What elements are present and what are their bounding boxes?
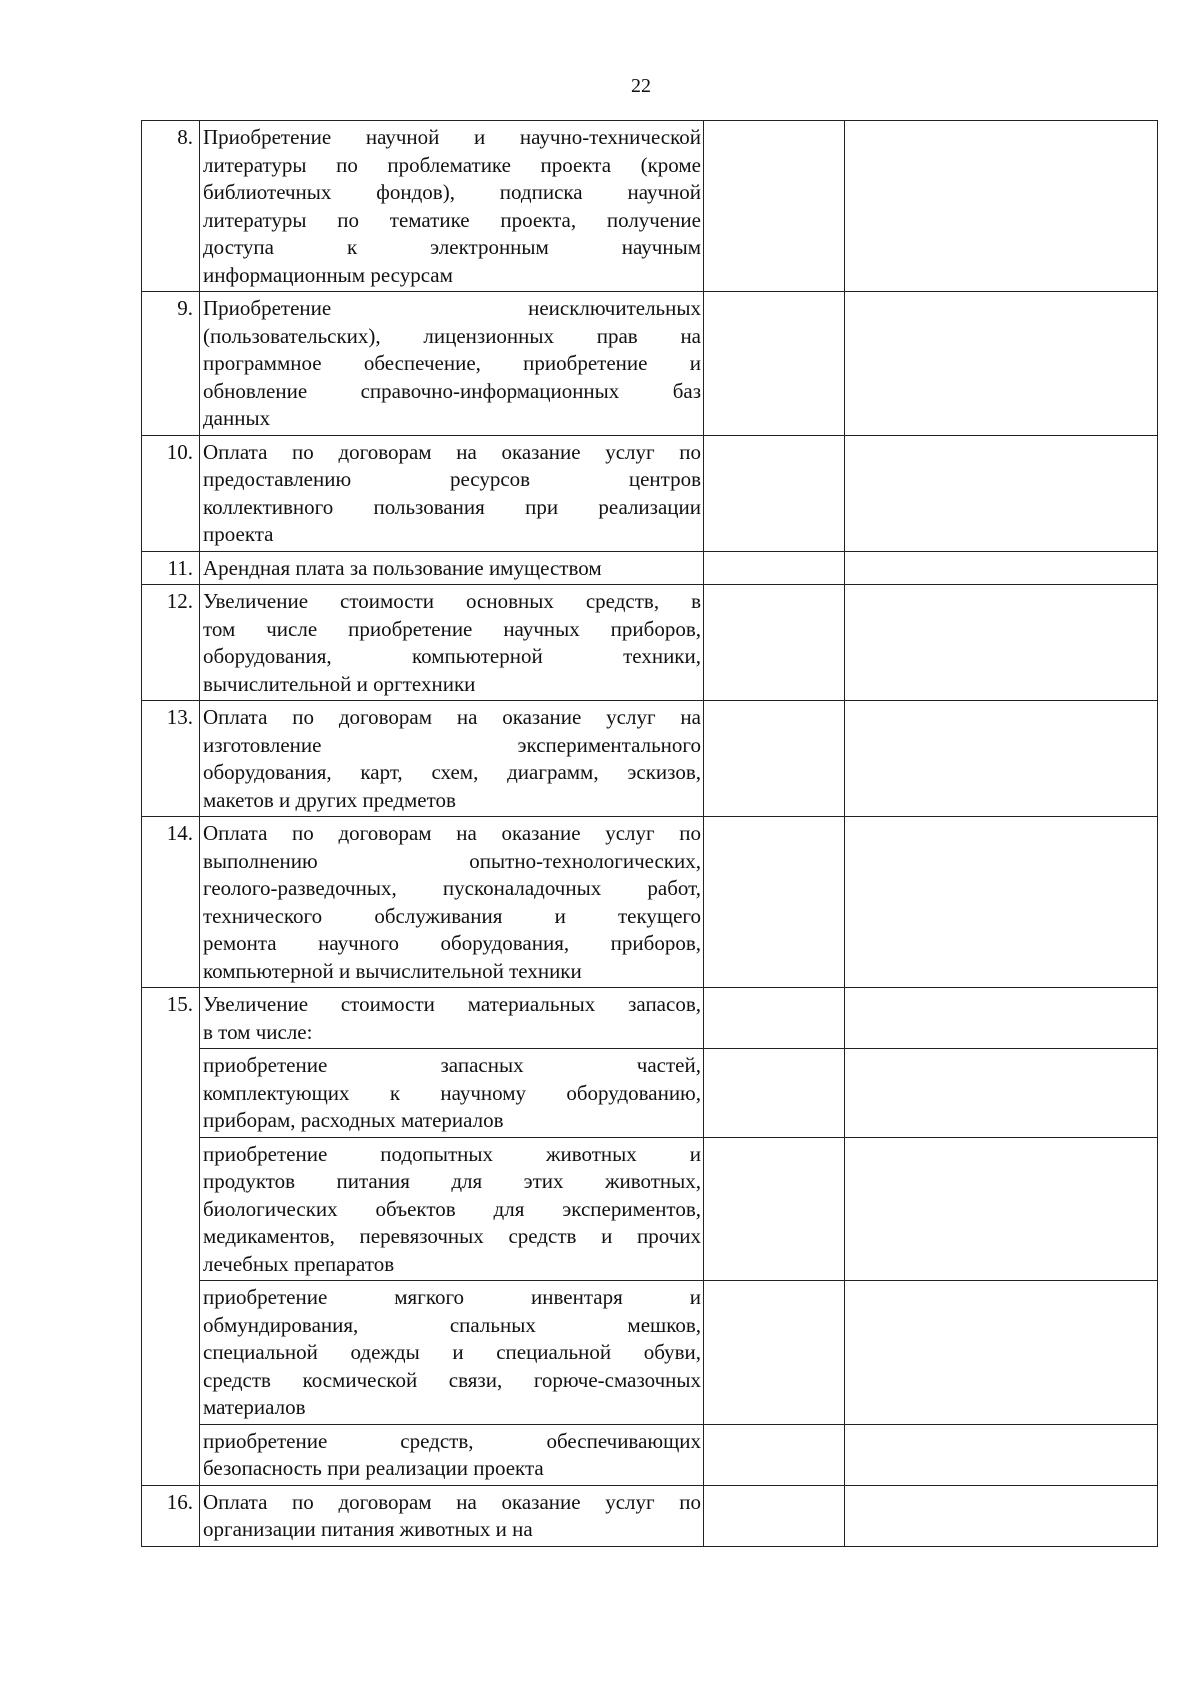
amount-cell (704, 551, 845, 585)
description-line: коллективного пользования при реализации (203, 494, 701, 519)
expense-item-description (200, 585, 704, 701)
expense-item-description (200, 551, 704, 585)
table-row (142, 1281, 1158, 1425)
note-cell (845, 1485, 1158, 1546)
description-line: Увеличение стоимости основных средств, в (203, 589, 701, 613)
description-line: приобретение подопытных животных и (203, 1141, 701, 1166)
expense-item-description (200, 121, 704, 292)
table-row (142, 121, 1158, 292)
note-cell (845, 701, 1158, 817)
row-number: 15. (142, 988, 200, 1049)
description-line: технического обслуживания и текущего (203, 903, 701, 928)
amount-cell (704, 435, 845, 551)
expense-item-description (200, 1424, 704, 1485)
expense-item-description (200, 435, 704, 551)
description-line: приобретение средств, обеспечивающих (203, 1428, 701, 1453)
amount-cell (704, 1049, 845, 1138)
description-line: библиотечных фондов), подписка научной (203, 180, 701, 204)
expense-item-description (200, 1049, 704, 1138)
description-line: лечебных препаратов (203, 1251, 395, 1276)
amount-cell (704, 585, 845, 701)
note-cell (845, 1424, 1158, 1485)
expense-item-description (200, 1137, 704, 1281)
description-line: материалов (203, 1395, 306, 1419)
description-line: литературы по тематике проекта, получение (203, 207, 701, 232)
description-line: ремонта научного оборудования, приборов, (203, 931, 701, 955)
expense-item-description (200, 292, 704, 436)
description-line: специальной одежды и специальной обуви, (203, 1340, 701, 1364)
table-row (142, 701, 1158, 817)
description-line: Приобретение научной и научно-технической (203, 125, 701, 149)
row-number (142, 1281, 200, 1425)
note-cell (845, 292, 1158, 436)
row-number: 14. (142, 817, 200, 988)
description-line: вычислительной и оргтехники (203, 671, 476, 696)
note-cell (845, 1281, 1158, 1425)
row-number (142, 1424, 200, 1485)
note-cell (845, 817, 1158, 988)
amount-cell (704, 292, 845, 436)
description-line: биологических объектов для экспериментов, (203, 1196, 701, 1221)
description-line: безопасность при реализации проекта (203, 1456, 544, 1480)
description-line: комплектующих к научному оборудованию, (203, 1080, 701, 1105)
description-line: Арендная плата за пользование имуществом (203, 555, 602, 580)
description-line: Оплата по договорам на оказание услуг на (203, 705, 701, 729)
row-number: 12. (142, 585, 200, 701)
expense-table (141, 120, 1158, 1547)
amount-cell (704, 701, 845, 817)
description-line: Оплата по договорам на оказание услуг по (203, 439, 701, 464)
description-line: приборам, расходных материалов (203, 1108, 504, 1132)
description-line: Увеличение стоимости материальных запасов, (203, 992, 701, 1016)
description-line: геолого-разведочных, пусконаладочных работ, (203, 876, 701, 900)
description-line: в том числе: (203, 1019, 313, 1044)
amount-cell (704, 817, 845, 988)
expense-table-body (142, 121, 1158, 1547)
description-line: (пользовательских), лицензионных прав на (203, 323, 701, 348)
expense-item-description (200, 1485, 704, 1546)
amount-cell (704, 1424, 845, 1485)
row-number: 10. (142, 435, 200, 551)
description-line: организации питания животных и на (203, 1517, 533, 1541)
description-line: доступа к электронным научным (203, 235, 701, 259)
description-line: том числе приобретение научных приборов, (203, 616, 701, 641)
description-line: приобретение запасных частей, (203, 1053, 701, 1077)
description-line: Оплата по договорам на оказание услуг по (203, 1489, 701, 1514)
row-number (142, 1137, 200, 1281)
description-line: информационным ресурсам (203, 262, 453, 287)
table-row (142, 292, 1158, 436)
note-cell (845, 988, 1158, 1049)
expense-item-description (200, 701, 704, 817)
amount-cell (704, 988, 845, 1049)
description-line: компьютерной и вычислительной техники (203, 958, 582, 983)
page-number: 22 (631, 75, 651, 97)
description-line: обновление справочно-информационных баз (203, 378, 701, 403)
description-line: Оплата по договорам на оказание услуг по (203, 821, 701, 845)
note-cell (845, 1049, 1158, 1138)
note-cell (845, 1137, 1158, 1281)
row-number: 11. (142, 551, 200, 585)
description-line: литературы по проблематике проекта (кроме (203, 152, 701, 177)
table-row (142, 435, 1158, 551)
description-line: программное обеспечение, приобретение и (203, 351, 701, 375)
description-line: предоставлению ресурсов центров (203, 467, 701, 491)
amount-cell (704, 1485, 845, 1546)
description-line: Приобретение неисключительных (203, 296, 701, 320)
amount-cell (704, 1281, 845, 1425)
description-line: продуктов питания для этих животных, (203, 1169, 701, 1193)
note-cell (845, 121, 1158, 292)
description-line: оборудования, компьютерной техники, (203, 644, 701, 668)
expense-item-description (200, 817, 704, 988)
expense-item-description (200, 988, 704, 1049)
row-number: 13. (142, 701, 200, 817)
table-row (142, 1485, 1158, 1546)
note-cell (845, 585, 1158, 701)
row-number: 9. (142, 292, 200, 436)
table-row (142, 1049, 1158, 1138)
description-line: оборудования, карт, схем, диаграмм, эскизов, (203, 760, 701, 784)
table-row (142, 551, 1158, 585)
description-line: изготовление экспериментального (203, 732, 701, 757)
description-line: средств космической связи, горюче-смазочных (203, 1367, 701, 1392)
description-line: выполнению опытно-технологических, (203, 848, 701, 873)
table-row (142, 1424, 1158, 1485)
note-cell (845, 435, 1158, 551)
table-row (142, 988, 1158, 1049)
note-cell (845, 551, 1158, 585)
expense-item-description (200, 1281, 704, 1425)
description-line: обмундирования, спальных мешков, (203, 1312, 701, 1337)
amount-cell (704, 1137, 845, 1281)
description-line: данных (203, 406, 271, 430)
description-line: проекта (203, 522, 274, 546)
table-row (142, 817, 1158, 988)
table-row (142, 585, 1158, 701)
row-number (142, 1049, 200, 1138)
row-number: 16. (142, 1485, 200, 1546)
amount-cell (704, 121, 845, 292)
description-line: макетов и других предметов (203, 787, 456, 812)
description-line: приобретение мягкого инвентаря и (203, 1285, 701, 1309)
row-number: 8. (142, 121, 200, 292)
table-row (142, 1137, 1158, 1281)
description-line: медикаментов, перевязочных средств и прочих (203, 1224, 701, 1248)
